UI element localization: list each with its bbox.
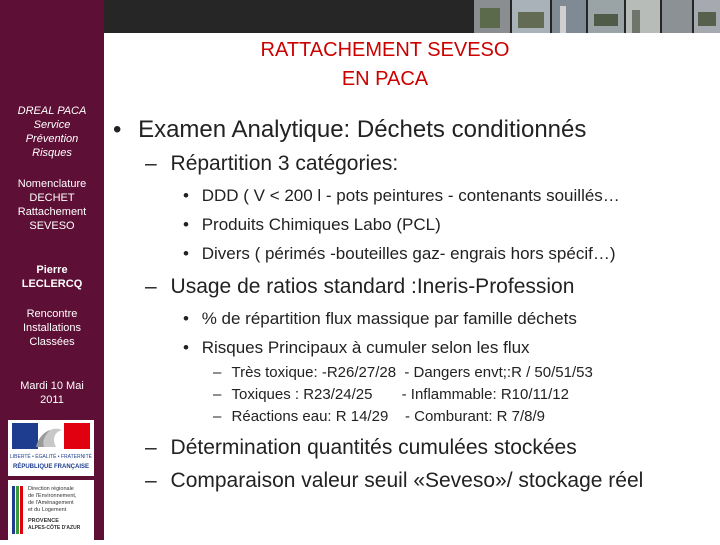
slide-title-line: EN PACA — [341, 68, 429, 90]
risk-line — [213, 386, 569, 403]
sidebar-org — [0, 104, 104, 160]
dash-marker: – — [213, 364, 222, 381]
dreal-logo — [8, 480, 94, 540]
dreal-emblem-icon — [8, 480, 94, 540]
slide-title-line: RATTACHEMENT SEVESO — [260, 39, 510, 61]
sub-bullet-repartition — [145, 152, 398, 176]
risk-line — [213, 364, 593, 381]
ratio-item — [183, 338, 530, 358]
main-bullet-text: Examen Analytique: Déchets conditionnés — [138, 116, 587, 143]
dash-marker: – — [213, 408, 222, 425]
bullet-marker: • — [183, 338, 189, 357]
sub-bullet-text: Répartition 3 catégories: — [170, 152, 399, 175]
sidebar — [0, 0, 104, 540]
main-bullet — [113, 116, 586, 144]
sidebar-date-line: 2011 — [40, 394, 64, 406]
category-item-text: DDD ( V < 200 l - pots peintures - contenants souillés… — [201, 186, 620, 205]
category-item — [183, 215, 441, 235]
sub-bullet-text: Usage de ratios standard :Ineris-Profession — [170, 275, 575, 298]
header-photo-strip — [104, 0, 720, 33]
dreal-text-line: Direction régionale — [28, 486, 74, 492]
bullet-marker: • — [183, 215, 189, 234]
sidebar-event — [0, 307, 104, 349]
dash-marker: – — [213, 386, 222, 403]
dreal-text-line: de l'Environnement, — [28, 493, 77, 499]
ratio-item-text: Risques Principaux à cumuler selon les flux — [201, 338, 530, 357]
dreal-text-line: PROVENCE — [28, 518, 59, 524]
risk-line-text: Réactions eau: R 14/29 - Comburant: R 7/8/9 — [231, 408, 546, 425]
dash-marker: – — [145, 152, 157, 175]
sidebar-org-line: Prévention — [25, 133, 79, 145]
bullet-marker: • — [113, 116, 122, 143]
sidebar-topic-line: DECHET — [29, 192, 75, 204]
bullet-marker: • — [183, 186, 189, 205]
sub-bullet-text: Comparaison valeur seuil «Seveso»/ stockage réel — [170, 469, 644, 492]
dreal-text-line: et du Logement — [28, 507, 67, 513]
sidebar-date-line: Mardi 10 Mai — [20, 380, 84, 392]
dash-marker: – — [145, 436, 157, 459]
bullet-marker: • — [183, 244, 189, 263]
dash-marker: – — [145, 469, 157, 492]
sidebar-author-line: Pierre — [36, 264, 68, 276]
sidebar-author-line: LECLERCQ — [21, 278, 83, 290]
sidebar-topic — [0, 177, 104, 233]
sidebar-event-line: Rencontre — [26, 308, 78, 320]
sub-bullet-comparaison — [145, 469, 643, 493]
ratio-item — [183, 309, 577, 329]
sidebar-org-line: DREAL PACA — [17, 105, 87, 117]
sidebar-date — [0, 379, 104, 407]
bullet-marker: • — [183, 309, 189, 328]
sidebar-event-line: Classées — [29, 336, 75, 348]
category-item-text: Produits Chimiques Labo (PCL) — [201, 215, 441, 234]
risk-line-text: Très toxique: -R26/27/28 - Dangers envt;:R / 50/51/53 — [231, 364, 593, 381]
sub-bullet-text: Détermination quantités cumulées stockées — [170, 436, 577, 459]
category-item — [183, 244, 616, 264]
risk-line-text: Toxiques : R23/24/25 - Inflammable: R10/11/12 — [231, 386, 569, 403]
marianne-icon — [8, 420, 94, 476]
republique-francaise-logo — [8, 420, 94, 476]
sidebar-topic-line: SEVESO — [29, 220, 75, 232]
dreal-text-line: ALPES-CÔTE D'AZUR — [28, 525, 81, 531]
sidebar-org-line: Service — [33, 119, 71, 131]
sub-bullet-ratios — [145, 275, 574, 299]
logo-republic-text: RÉPUBLIQUE FRANÇAISE — [12, 464, 90, 470]
dreal-text-line: de l'Aménagement — [28, 500, 74, 506]
sidebar-author — [0, 263, 104, 291]
sub-bullet-determination — [145, 436, 577, 460]
ratio-item-text: % de répartition flux massique par famille déchets — [201, 309, 577, 328]
sidebar-event-line: Installations — [22, 322, 82, 334]
category-item-text: Divers ( périmés -bouteilles gaz- engrais hors spécif…) — [201, 244, 616, 263]
sidebar-topic-line: Rattachement — [17, 206, 87, 218]
sidebar-org-line: Risques — [32, 147, 72, 159]
header-photo-collage — [104, 0, 720, 33]
category-item — [183, 186, 620, 206]
logo-motto-text: LIBERTÉ • ÉGALITÉ • FRATERNITÉ — [10, 454, 92, 460]
slide-title — [200, 36, 570, 94]
risk-line — [213, 408, 545, 425]
sidebar-topic-line: Nomenclature — [17, 178, 87, 190]
dash-marker: – — [145, 275, 157, 298]
